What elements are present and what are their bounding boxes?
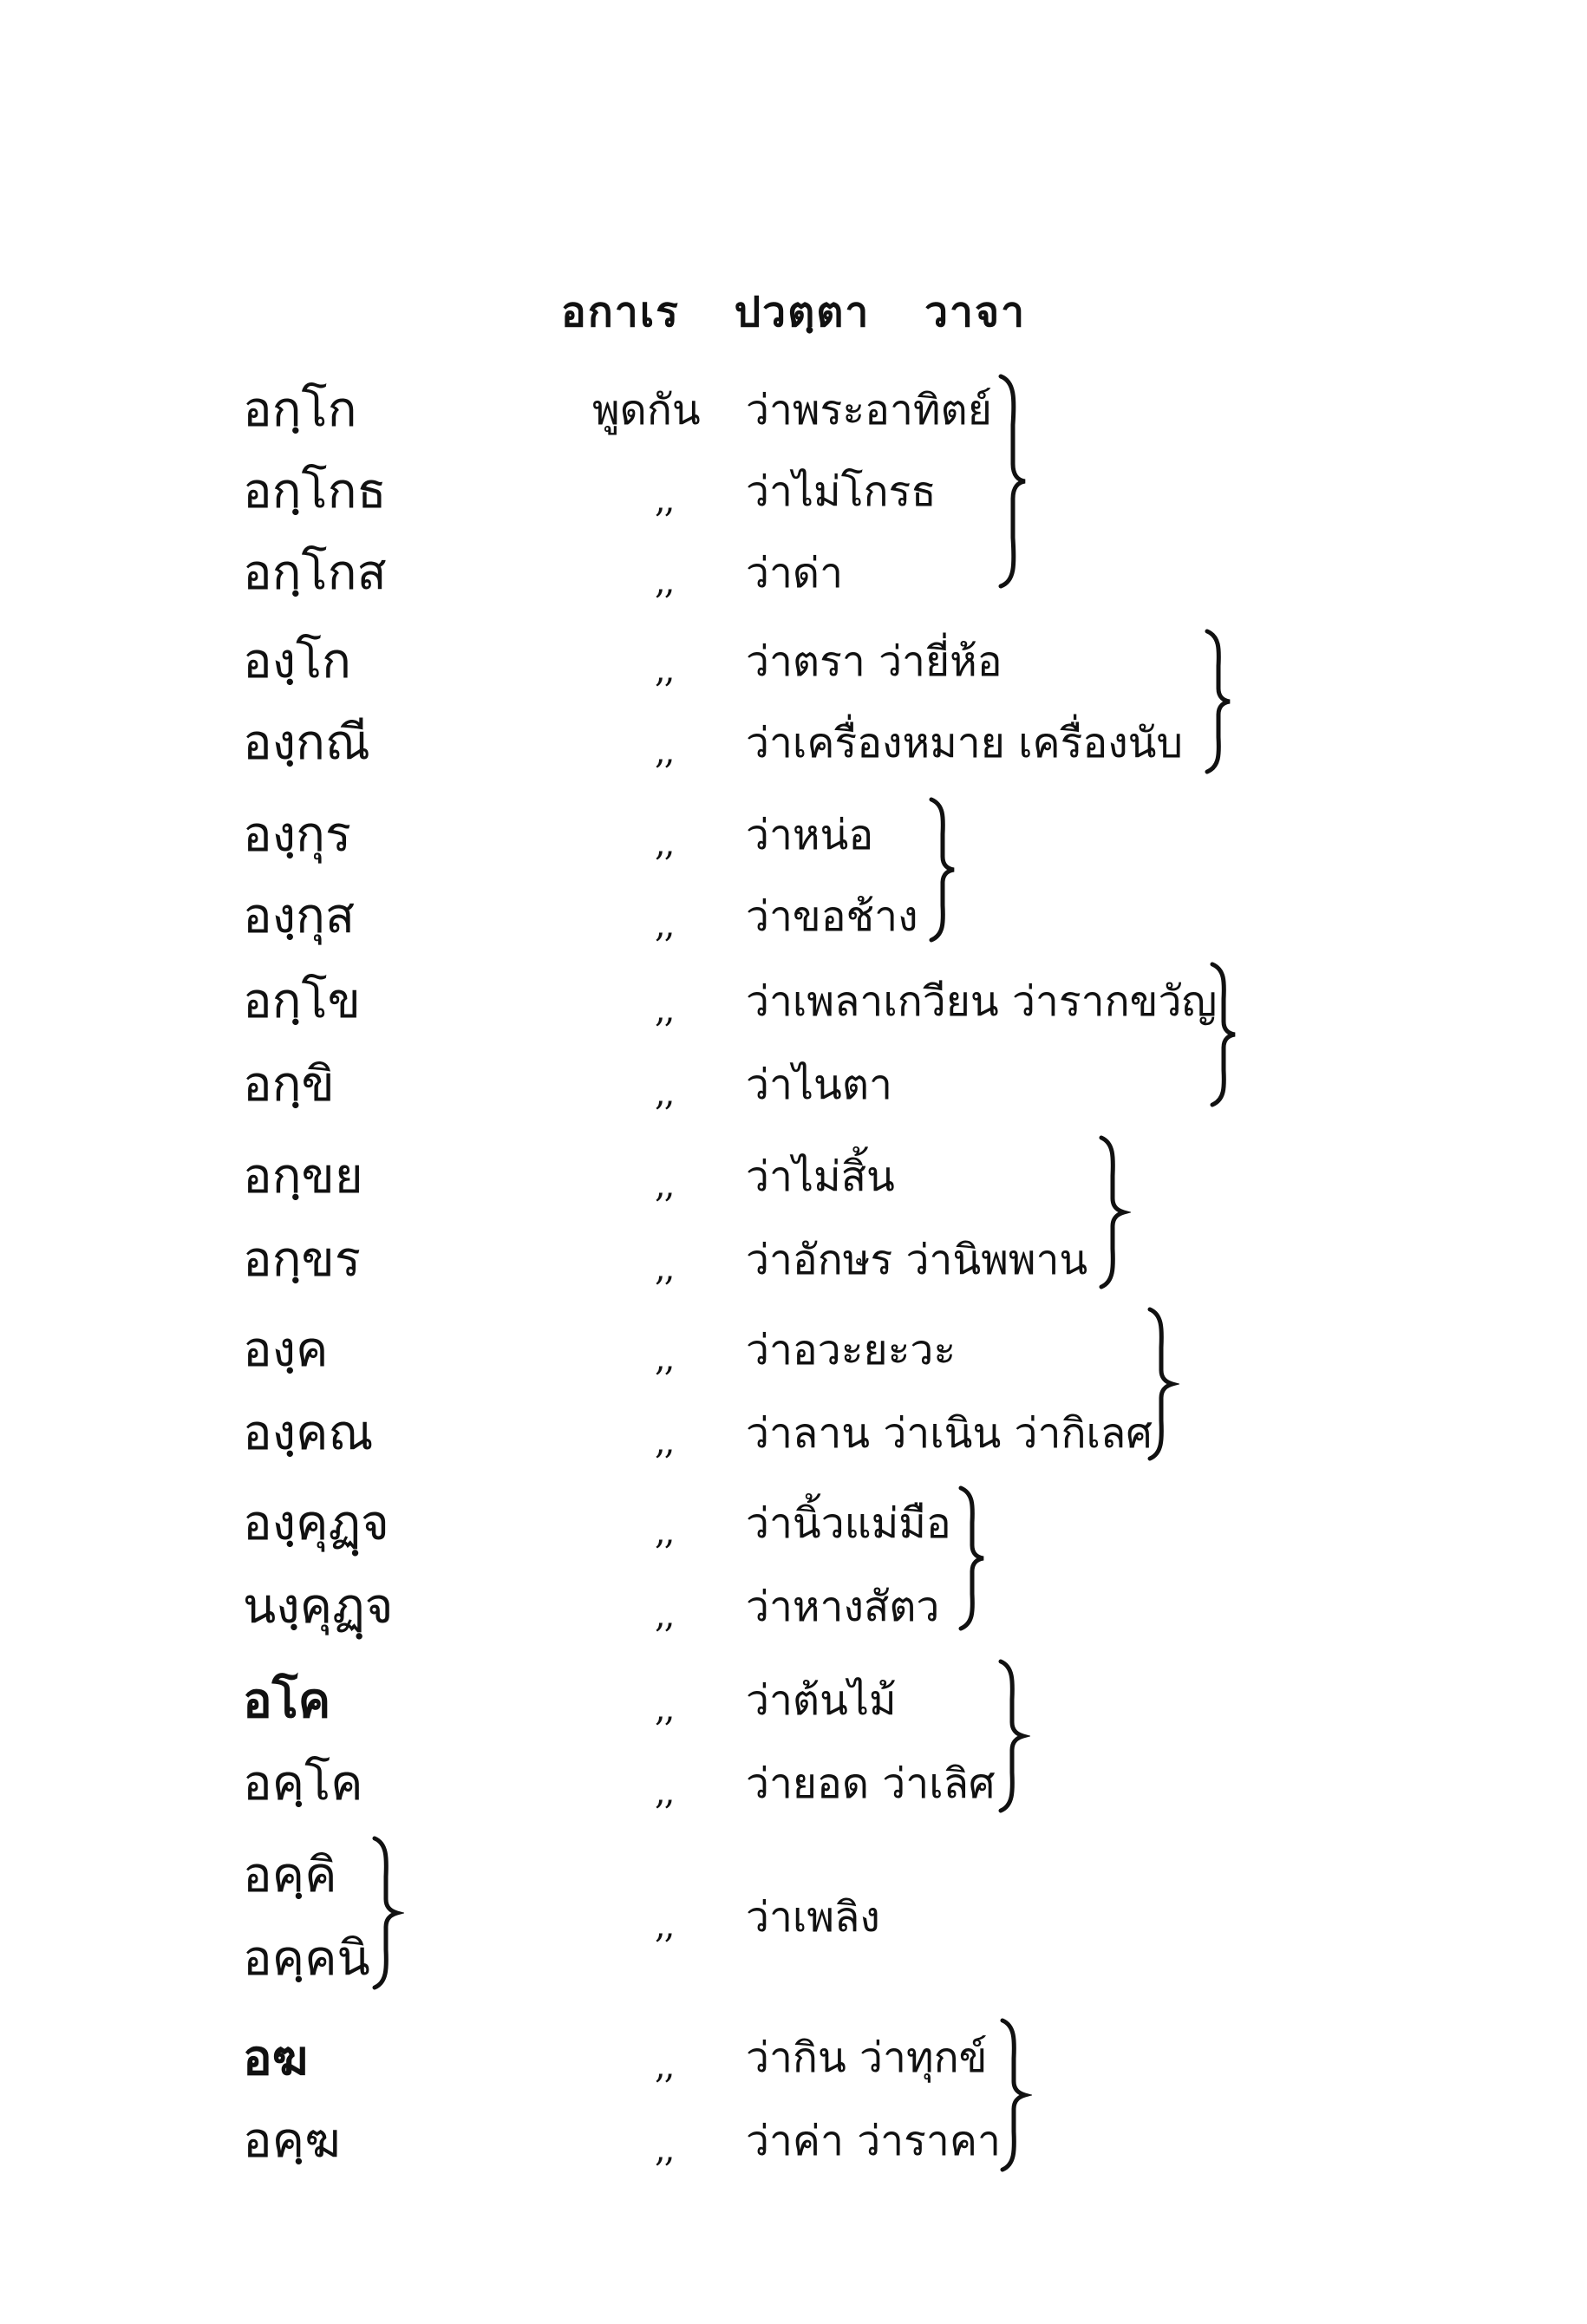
ditto-mark: ,, [655,1339,674,1379]
entry-meaning: ว่ากิน ว่าทุกข์ [746,2034,988,2082]
entry-term: อกฺขย [243,1148,363,1204]
entry-meaning: ว่าเพลาเกวียน ว่ารากขวัญ [746,977,1218,1026]
page-title [0,279,1587,345]
entry-term: อคฺโค [243,1755,363,1812]
entry-row [0,1745,1587,1828]
entry-row [0,796,1587,879]
entry-row [0,1661,1587,1745]
entry-term: อกฺโกธ [243,463,387,519]
ditto-mark: ,, [655,1689,674,1729]
entry-term: นงฺคุฏฺจ [243,1578,394,1635]
entry-meaning: ว่าลาน ว่าเนิน ว่ากิเลศ [746,1409,1153,1458]
entry-meaning: ว่าค่า ว่าราคา [746,2117,1001,2165]
entry-term: องฺกณี [243,715,370,771]
entry-row [0,2019,1587,2102]
entry-meaning: ว่าเพลิง [746,1893,880,1942]
ditto-mark: ,, [655,650,674,690]
entry-meaning: ว่าหางสัตว [746,1583,940,1631]
entry-meaning: ว่าอักษร ว่านิพพาน [746,1236,1088,1284]
entry-term: อคฺคิ [243,1847,337,1903]
entry-row [0,1878,1587,1962]
entry-meaning: ว่าไม่สิ้น [746,1152,895,1201]
ditto-mark: ,, [655,1906,674,1946]
entry-term: อคฺฆ [243,2112,341,2169]
entry-meaning: ว่ายอด ว่าเลิศ [746,1759,996,1808]
entry-prefix: พูดกัน [592,386,701,434]
group-brace [369,1835,404,1991]
entry-row [0,1394,1587,1478]
entry-meaning: ว่าด่า [746,549,844,597]
ditto-mark: ,, [655,732,674,772]
entry-term: อกฺโกส [243,545,387,601]
entry-term: อกฺโก [243,382,357,438]
group-brace [996,1658,1030,1814]
ditto-mark: ,, [655,1074,674,1113]
group-brace [1207,961,1242,1108]
ditto-mark: ,, [655,1422,674,1462]
entry-row [0,2102,1587,2185]
entry-term: องฺคุฏฺจ [243,1495,389,1551]
entry-row [0,453,1587,536]
group-brace [1202,628,1237,775]
entry-term: อกฺโข [243,973,361,1029]
entry-row [0,704,1587,787]
entry-meaning: ว่านิ้วแม่มือ [746,1499,951,1548]
ditto-mark: ,, [655,2047,674,2086]
ditto-mark: ,, [655,905,674,945]
entry-term: อกฺขิ [243,1056,335,1113]
ditto-mark: ,, [655,1512,674,1552]
ditto-mark: ,, [655,562,674,602]
entry-row [0,1138,1587,1221]
entry-term: อกฺขร [243,1231,361,1288]
entry-row [0,1311,1587,1394]
entry-meaning: ว่าเครื่องหมาย เครื่องนับ [746,719,1183,767]
group-brace [996,373,1030,590]
entry-row [0,534,1587,617]
group-brace [956,1485,990,1632]
group-brace [997,2017,1032,2173]
group-brace [1096,1134,1131,1290]
entry-term: อคฺคนิ [243,1930,370,1987]
title-word-1: อกาเร [560,288,680,336]
entry-meaning: ว่าต้นไม้ [746,1676,897,1725]
entry-term: อโค [243,1672,331,1729]
title-word-2: ปวตฺตา [734,288,871,336]
entry-row [0,371,1587,454]
entry-term: องฺกุร [243,806,351,863]
entry-meaning: ว่าหน่อ [746,811,874,859]
entry-meaning: ว่าขอช้าง [746,892,918,941]
ditto-mark: ,, [655,1596,674,1635]
entry-row [0,878,1587,961]
ditto-mark: ,, [655,1165,674,1205]
entry-term: องฺค [243,1322,329,1378]
entry-term: องฺกุส [243,888,356,944]
entry-term: อฆ [243,2029,309,2086]
ditto-mark: ,, [655,2130,674,2170]
entry-row [0,963,1587,1046]
entry-meaning: ว่าไม่โกรธ [746,467,937,516]
entry-row [0,1221,1587,1304]
group-brace [926,796,961,943]
ditto-mark: ,, [655,990,674,1030]
ditto-mark: ,, [655,824,674,864]
ditto-mark: ,, [655,1249,674,1289]
entry-row [0,623,1587,706]
entry-row [0,1568,1587,1651]
entry-meaning: ว่าตรา ว่ายี่ห้อ [746,637,1002,686]
entry-meaning: ว่าอวะยะวะ [746,1326,957,1374]
title-word-3: วาจา [924,288,1027,336]
entry-row [0,1046,1587,1129]
ditto-mark: ,, [655,480,674,520]
group-brace [1145,1306,1179,1462]
entry-meaning: ว่าพระอาทิตย์ [746,386,992,434]
entry-term: องฺคณ [243,1405,374,1461]
entry-meaning: ว่าไนตา [746,1061,892,1109]
entry-term: องฺโก [243,633,351,689]
ditto-mark: ,, [655,1772,674,1812]
entry-row [0,1485,1587,1568]
